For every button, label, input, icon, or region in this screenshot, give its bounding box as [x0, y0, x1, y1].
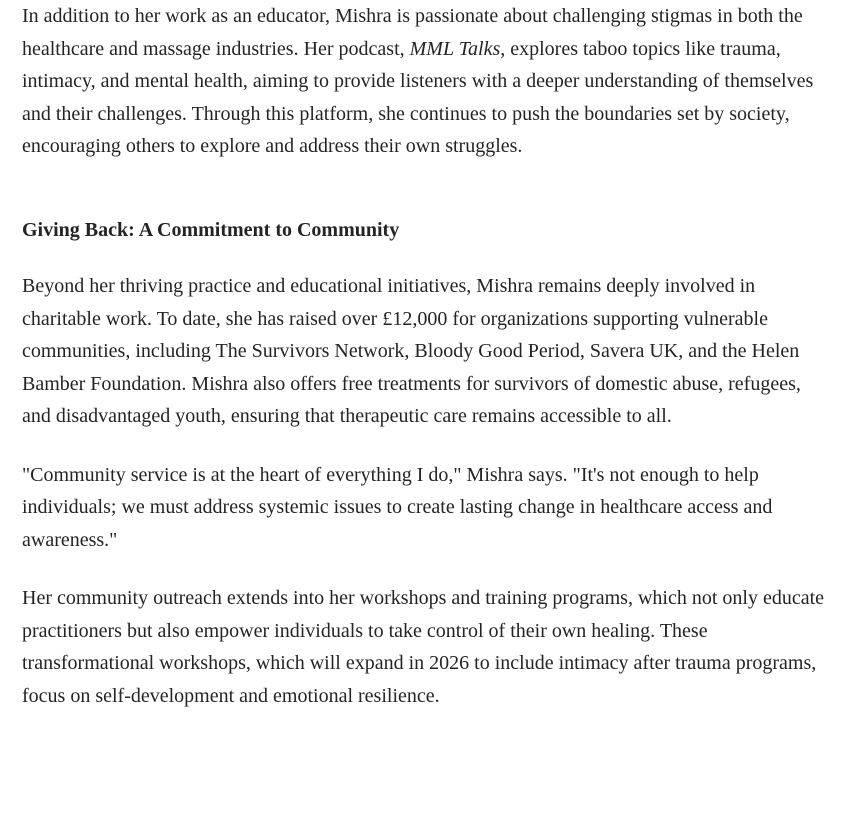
- podcast-title-italic: MML Talks: [409, 37, 501, 60]
- article-paragraph-charity: Beyond her thriving practice and educational initiatives, Mishra remains deeply involved in charitable work. To date, she has raised over £12,000 for organizations supporting vulnerable communities, including The Survivors Network, Bloody Good Period, Savera UK, and the Helen Bamber Foundation. Mishra also offers free treatments for survivors of domestic abuse, refugees, and disadvantaged youth, ensuring that therapeutic care remains accessible to all.: [22, 275, 801, 427]
- intro-text-before-podcast: In addition to her work as an educator, Mishra is passionate about challenging stigmas in both the healthcare and massage industries. Her podcast,: [22, 5, 803, 60]
- article-paragraph-intro: [22, 0, 832, 163]
- intro-text-after-podcast: , explores taboo topics like trauma, intimacy, and mental health, aiming to provide listeners with a deeper understanding of themselves and their challenges. Through this platform, she continues to push the boundaries set by society, encouraging others to explore and address their own struggles.: [22, 37, 814, 157]
- article-paragraph-quote: "Community service is at the heart of everything I do," Mishra says. "It's not enough to help individuals; we must address systemic issues to create lasting change in healthcare access and awareness.": [22, 463, 773, 551]
- section-heading-giving-back: Giving Back: A Commitment to Community: [22, 218, 400, 241]
- article-paragraph-outreach: Her community outreach extends into her workshops and training programs, which not only educate practitioners but also empower individuals to take control of their own healing. These transformational workshops, which will expand in 2026 to include intimacy after trauma programs, focus on self-development and emotional resilience.: [22, 587, 825, 707]
